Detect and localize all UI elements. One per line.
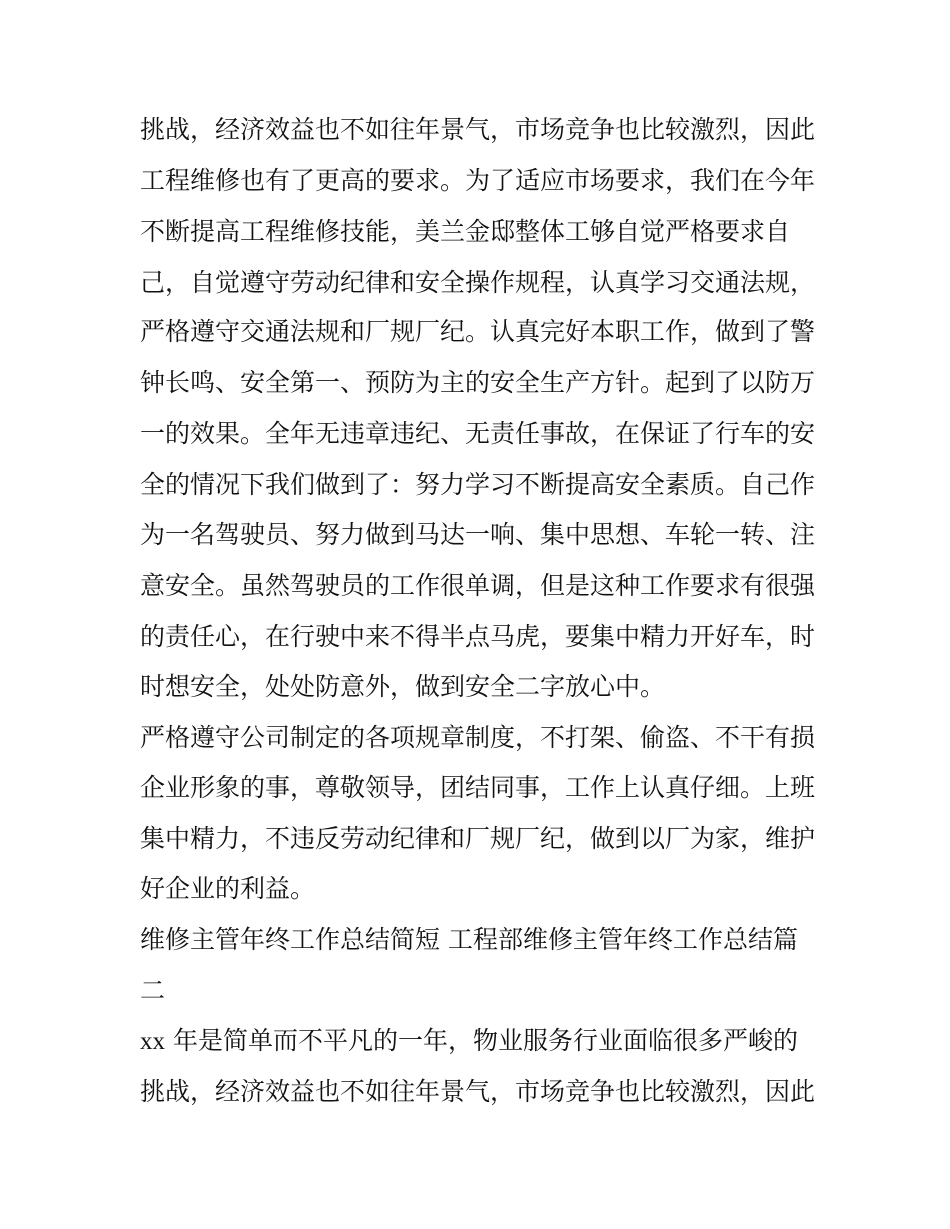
text-line: 为一名驾驶员、努力做到马达一响、集中思想、车轮一转、注: [140, 520, 816, 549]
text-line: 不断提高工程维修技能，美兰金邸整体工够自觉严格要求自: [140, 217, 791, 246]
text-line: [140, 1021, 820, 1061]
text-line: 的责任心，在行驶中来不得半点马虎，要集中精力开好车，时: [140, 622, 816, 651]
text-line: 挑战，经济效益也不如往年景气，市场竞争也比较激烈，因此: [140, 1077, 816, 1106]
text-line: 企业形象的事，尊敬领导，团结同事，工作上认真仔细。上班: [140, 773, 816, 802]
text-line: 一的效果。全年无违章违纪、无责任事故，在保证了行车的安: [140, 419, 816, 448]
year-placeholder: xx: [140, 1028, 165, 1055]
section-heading: 维修主管年终工作总结简短 工程部维修主管年终工作总结篇: [140, 925, 798, 954]
text-line: 集中精力，不违反劳动纪律和厂规厂纪，做到以厂为家，维护: [140, 824, 816, 853]
text-line: 时想安全，处处防意外，做到安全二字放心中。: [140, 672, 666, 701]
text-line: 钟长鸣、安全第一、预防为主的安全生产方针。起到了以防万: [140, 368, 816, 397]
text-line-body: 年是简单而不平凡的一年，物业服务行业面临很多严峻的: [172, 1026, 798, 1055]
text-line: 工程维修也有了更高的要求。为了适应市场要求，我们在今年: [140, 166, 816, 195]
text-line: 好企业的利益。: [140, 874, 316, 903]
text-line: 己，自觉遵守劳动纪律和安全操作规程，认真学习交通法规，: [140, 268, 816, 297]
text-line: 严格遵守交通法规和厂规厂纪。认真完好本职工作，做到了警: [140, 317, 816, 346]
text-line: 严格遵守公司制定的各项规章制度，不打架、偷盗、不干有损: [140, 723, 816, 752]
text-line: 意安全。虽然驾驶员的工作很单调，但是这种工作要求有很强: [140, 571, 816, 600]
text-line: 全的情况下我们做到了：努力学习不断提高安全素质。自己作: [140, 470, 816, 499]
text-line: 挑战，经济效益也不如往年景气，市场竞争也比较激烈，因此: [140, 115, 816, 144]
section-heading-continued: 二: [140, 976, 166, 1005]
